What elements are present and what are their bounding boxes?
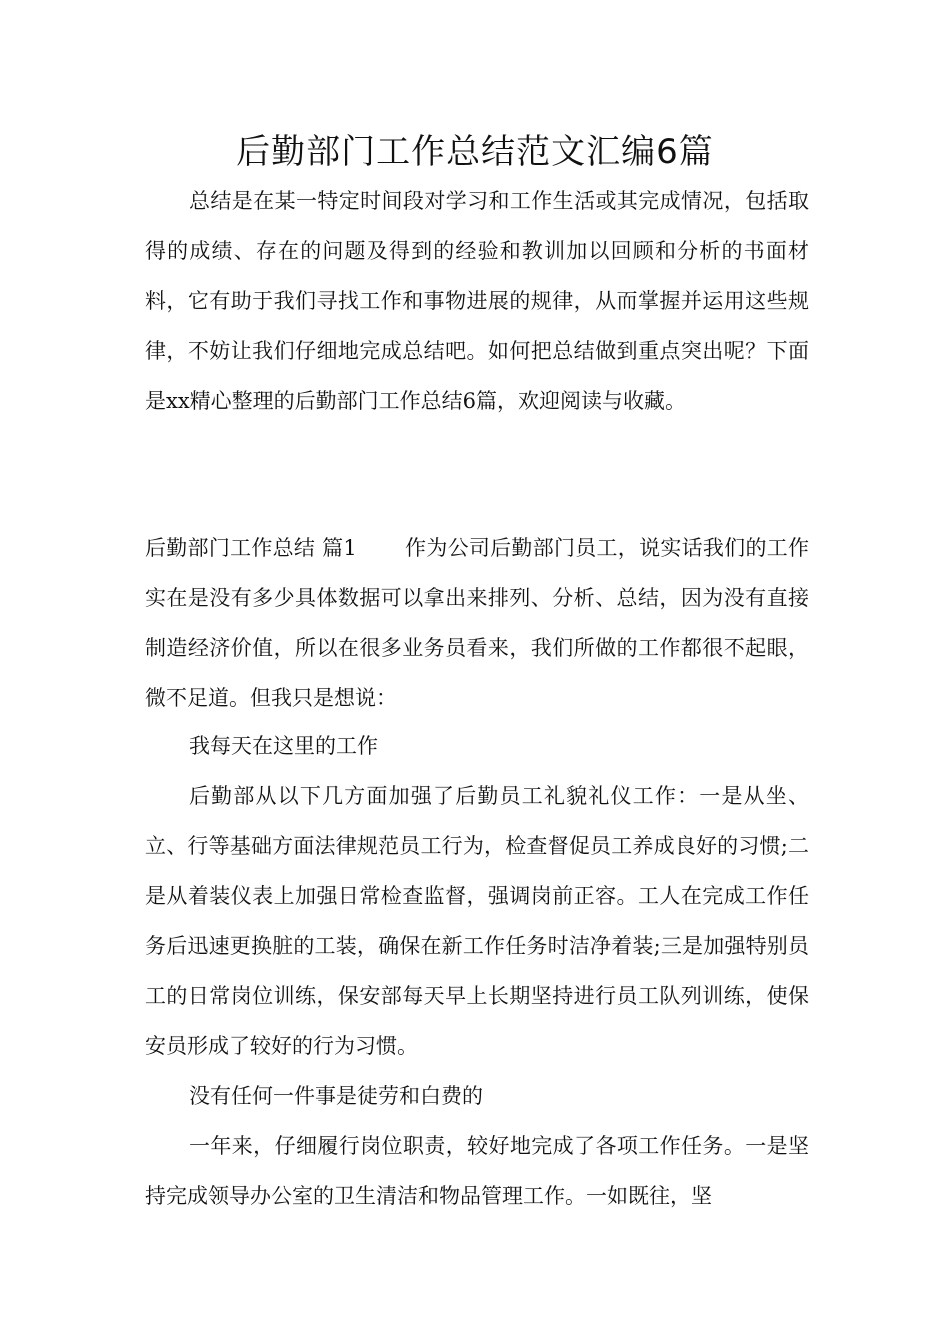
- daily-work-line: 我每天在这里的工作: [189, 734, 378, 758]
- etiquette-paragraph: 后勤部从以下几方面加强了后勤员工礼貌礼仪工作：一是从坐、立、行等基础方面法律规范员工行为，检查督促员工养成良好的习惯;二是从着装仪表上加强日常检查监督，强调岗前正容。工人在完成工作任务后迅速更换脏的工装，确保在新工作任务时洁净着装;三是加强特别员工的日常岗位训练，保安部每天早上长期坚持进行员工队列训练，使保安员形成了较好的行为习惯。: [145, 784, 809, 1058]
- section-1-paragraph: [145, 523, 809, 723]
- year-summary-paragraph: 一年来，仔细履行岗位职责，较好地完成了各项工作任务。一是坚持完成领导办公室的卫生清洁和物品管理工作。一如既往，坚: [145, 1134, 809, 1208]
- section-1-heading: 后勤部门工作总结 篇1: [145, 536, 357, 560]
- intro-paragraph: 总结是在某一特定时间段对学习和工作生活或其完成情况，包括取得的成绩、存在的问题及得到的经验和教训加以回顾和分析的书面材料，它有助于我们寻找工作和事物进展的规律，从而掌握并运用这些规律，不妨让我们仔细地完成总结吧。如何把总结做到重点突出呢？下面是xx精心整理的后勤部门工作总结6篇，欢迎阅读与收藏。: [145, 189, 809, 413]
- document-title: 后勤部门工作总结范文汇编6篇: [236, 132, 714, 172]
- not-in-vain-line: 没有任何一件事是徒劳和白费的: [189, 1084, 483, 1108]
- section-1-text: 作为公司后勤部门员工，说实话我们的工作实在是没有多少具体数据可以拿出来排列、分析、总结，因为没有直接制造经济价值，所以在很多业务员看来，我们所做的工作都很不起眼，微不足道。但我只是想说：: [145, 536, 809, 710]
